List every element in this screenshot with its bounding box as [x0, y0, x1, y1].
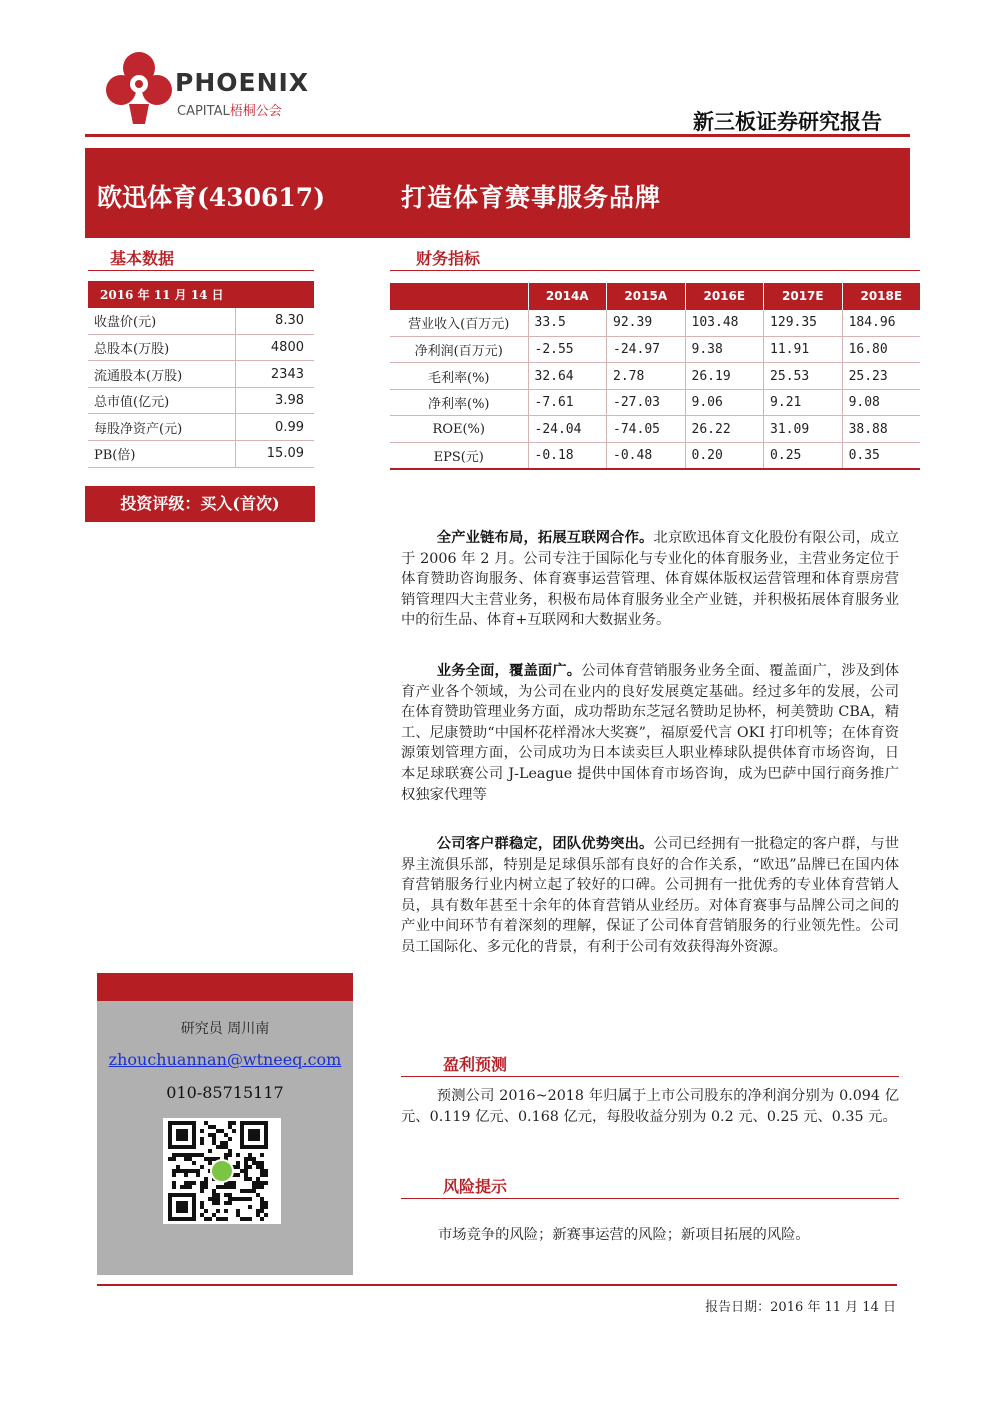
financials-rule [390, 270, 920, 271]
table-header-year: 2017E [764, 283, 843, 310]
table-cell-value: 16.80 [842, 336, 920, 363]
table-row [88, 334, 314, 361]
table-cell-value: 15.09 [235, 441, 314, 468]
paragraph-1 [401, 528, 899, 631]
analyst-card-bar [97, 973, 353, 1001]
table-cell-value: -7.61 [528, 389, 607, 416]
table-row [88, 441, 314, 468]
table-cell-value: 92.39 [607, 310, 686, 337]
table-row [390, 416, 920, 443]
table-header-year: 2014A [528, 283, 607, 310]
table-cell-value: 3.98 [235, 387, 314, 414]
table-cell-key: ROE(%) [390, 416, 528, 443]
basic-data-table [88, 281, 314, 468]
paragraph-3-body: 公司已经拥有一批稳定的客户群，与世界主流俱乐部，特别是足球俱乐部有良好的合作关系，“欧迅”品牌已在国内体育营销服务行业内树立起了较好的口碑。公司拥有一批优秀的专业体育营销人员，具有数年甚至十余年的体育营销从业经历。对体育赛事与品牌公司之间的产业中间环节有着深刻的理解，保证了公司体育营销服务的行业领先性。公司员工国际化、多元化的背景，有利于公司有效获得海外资源。 [401, 836, 899, 955]
table-cell-value: 32.64 [528, 363, 607, 390]
paragraph-3-title: 公司客户群稳定，团队优势突出。 [436, 836, 654, 852]
table-cell-key: PB(倍) [88, 441, 235, 468]
paragraph-2-body: 公司体育营销服务业务全面、覆盖面广，涉及到体育产业各个领域，为公司在业内的良好发展奠定基础。经过多年的发展，公司在体育赞助管理业务方面，成功帮助东芝冠名赞助足协杯，柯美赞助 CBA，精工、尼康赞助“中国杯花样滑冰大奖赛”，福原爱代言 OKI 打印机等；在体育资源策划管理方面，公司成功为日本读卖巨人职业棒球队提供体育市场咨询，日本足球联赛公司 J-League 提供中国体育市场咨询，成为巴萨中国行商务推广权独家代理等 [401, 663, 899, 803]
analyst-card [97, 973, 353, 1275]
table-cell-value: 9.21 [764, 389, 843, 416]
table-cell-value: 9.08 [842, 389, 920, 416]
top-divider [85, 134, 910, 137]
table-cell-value: 0.25 [764, 443, 843, 470]
table-cell-key: EPS(元) [390, 443, 528, 470]
logo-sub-en: CAPITAL [177, 104, 230, 119]
table-cell-value: 4800 [235, 334, 314, 361]
report-date: 报告日期：2016 年 11 月 14 日 [705, 1300, 896, 1315]
forecast-rule [401, 1076, 899, 1077]
forecast-label: 盈利预测 [443, 1055, 508, 1074]
phoenix-logo [105, 48, 320, 128]
table-cell-value: 8.30 [235, 308, 314, 335]
table-cell-value: 25.53 [764, 363, 843, 390]
table-cell-value: -74.05 [607, 416, 686, 443]
basic-data-label: 基本数据 [110, 249, 175, 268]
table-header-year: 2016E [685, 283, 764, 310]
table-cell-value: 31.09 [764, 416, 843, 443]
table-cell-key: 每股净资产(元) [88, 414, 235, 441]
table-cell-value: -0.48 [607, 443, 686, 470]
table-cell-key: 总股本(万股) [88, 334, 235, 361]
report-headline: 打造体育赛事服务品牌 [401, 183, 662, 212]
table-cell-value: -24.97 [607, 336, 686, 363]
table-cell-value: 0.99 [235, 414, 314, 441]
table-header-blank [390, 283, 528, 310]
table-cell-key: 毛利率(%) [390, 363, 528, 390]
title-banner [85, 148, 910, 238]
financials-label: 财务指标 [416, 249, 481, 268]
analyst-email-link[interactable]: zhouchuannan@wtneeq.com [108, 1050, 342, 1069]
paragraph-1-title: 全产业链布局，拓展互联网合作。 [436, 530, 654, 546]
table-cell-value: 38.88 [842, 416, 920, 443]
logo-subtitle [177, 100, 282, 119]
forecast-text: 预测公司 2016~2018 年归属于上市公司股东的净利润分别为 0.094 亿元、0.119 亿元、0.168 亿元，每股收益分别为 0.2 元、0.25 元、0.35 元。 [401, 1088, 899, 1125]
table-cell-value: 9.06 [685, 389, 764, 416]
table-cell-value: -2.55 [528, 336, 607, 363]
table-cell-value: 129.35 [764, 310, 843, 337]
bottom-divider [97, 1284, 897, 1286]
report-type: 新三板证券研究报告 [693, 109, 882, 134]
table-cell-value: 184.96 [842, 310, 920, 337]
paragraph-2-title: 业务全面，覆盖面广。 [436, 663, 582, 679]
table-cell-key: 收盘价(元) [88, 308, 235, 335]
table-row [390, 363, 920, 390]
table-cell-value: 0.20 [685, 443, 764, 470]
table-cell-key: 营业收入(百万元) [390, 310, 528, 337]
investment-rating: 投资评级：买入(首次) [85, 486, 315, 522]
table-cell-key: 流通股本(万股) [88, 361, 235, 388]
table-cell-value: 33.5 [528, 310, 607, 337]
qr-code-icon [163, 1118, 281, 1224]
risk-label: 风险提示 [443, 1177, 508, 1196]
table-header-year: 2015A [607, 283, 686, 310]
table-row [88, 361, 314, 388]
paragraph-3 [401, 834, 899, 958]
stock-name: 欧迅体育(430617) [97, 183, 326, 212]
table-cell-value: 0.35 [842, 443, 920, 470]
table-row [88, 387, 314, 414]
table-row [88, 308, 314, 335]
analyst-name: 研究员 周川南 [180, 1021, 270, 1037]
table-row [390, 310, 920, 337]
table-header-year: 2018E [842, 283, 920, 310]
table-row [390, 336, 920, 363]
table-cell-key: 总市值(亿元) [88, 387, 235, 414]
table-cell-value: -24.04 [528, 416, 607, 443]
qr-code-graphic [163, 1118, 281, 1224]
table-cell-value: -0.18 [528, 443, 607, 470]
phoenix-emblem-icon [105, 48, 173, 128]
table-cell-value: 26.19 [685, 363, 764, 390]
table-header-row [390, 283, 920, 310]
table-cell-value: 9.38 [685, 336, 764, 363]
basic-data-rule [88, 270, 314, 271]
risk-text: 市场竞争的风险；新赛事运营的风险；新项目拓展的风险。 [438, 1227, 810, 1243]
table-row [390, 443, 920, 470]
table-cell-value: 103.48 [685, 310, 764, 337]
table-cell-key: 净利润(百万元) [390, 336, 528, 363]
logo-brand: PHOENIX [175, 68, 310, 97]
table-cell-value: 26.22 [685, 416, 764, 443]
table-row [390, 389, 920, 416]
paragraph-2 [401, 661, 899, 805]
logo-sub-cn: 梧桐公会 [229, 104, 282, 119]
paragraph-1-body: 北京欧迅体育文化股份有限公司，成立于 2006 年 2 月。公司专注于国际化与专业化的体育服务业，主营业务定位于体育赞助咨询服务、体育赛事运营管理、体育媒体版权运营管理和体育票房营销管理四大主营业务，积极布局体育服务业全产业链，并积极拓展体育服务业中的衍生品、体育+互联网和大数据业务。 [401, 530, 899, 629]
table-cell-value: 2.78 [607, 363, 686, 390]
table-cell-value: -27.03 [607, 389, 686, 416]
table-cell-value: 2343 [235, 361, 314, 388]
financials-table [390, 283, 920, 470]
basic-data-date: 2016 年 11 月 14 日 [88, 281, 314, 308]
table-cell-value: 25.23 [842, 363, 920, 390]
table-cell-value: 11.91 [764, 336, 843, 363]
analyst-phone: 010-85715117 [166, 1083, 284, 1102]
table-cell-key: 净利率(%) [390, 389, 528, 416]
table-row [88, 414, 314, 441]
risk-rule [401, 1198, 899, 1199]
table-header-row [88, 281, 314, 308]
